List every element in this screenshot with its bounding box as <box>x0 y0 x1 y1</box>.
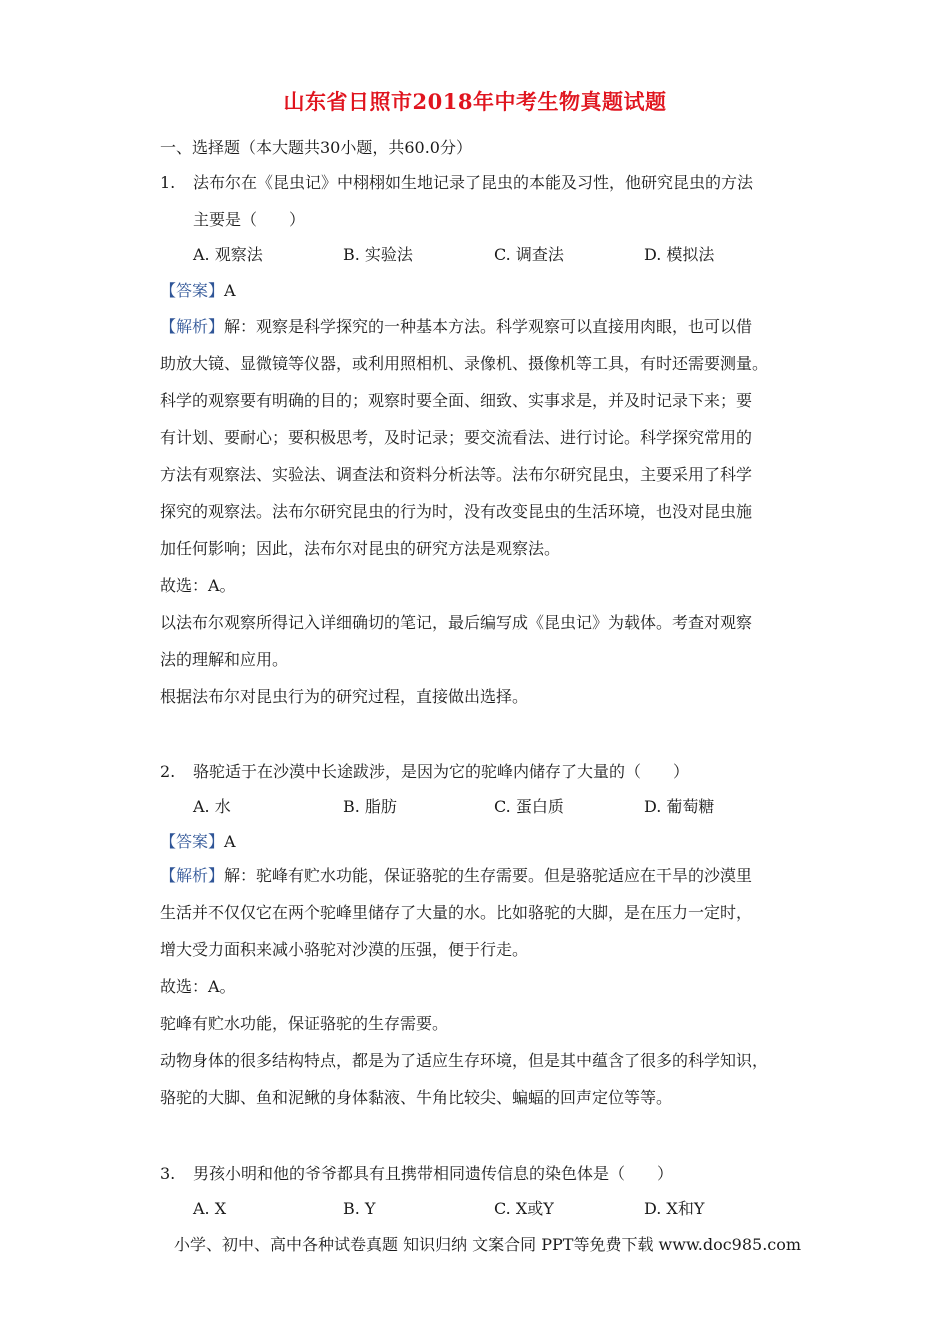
q2-option-d: D. 葡萄糖 <box>644 797 715 816</box>
answer-tag: 【答案】 <box>160 281 225 300</box>
q2-answer <box>160 832 236 852</box>
q1-choice: 故选：A。 <box>160 576 236 595</box>
q1-answer-value: A <box>224 281 236 300</box>
q2-analysis-line2: 生活并不仅仅它在两个驼峰里储存了大量的水。比如骆驼的大脚，是在压力一定时， <box>160 903 753 922</box>
q1-option-a: A. 观察法 <box>193 245 263 264</box>
q1-stem-line2: 主要是（ ） <box>193 210 306 229</box>
section-heading: 一、选择题（本大题共30小题，共60.0分） <box>160 138 472 157</box>
answer-tag: 【答案】 <box>160 832 225 851</box>
q2-analysis-text-1: 解：驼峰有贮水功能，保证骆驼的生存需要。但是骆驼适应在干旱的沙漠里 <box>224 866 753 885</box>
q1-note-line2: 法的理解和应用。 <box>160 650 289 669</box>
q3-number: 3. <box>160 1164 176 1183</box>
q1-option-d: D. 模拟法 <box>644 245 715 264</box>
q2-number: 2. <box>160 762 176 781</box>
q2-answer-value: A <box>224 832 236 851</box>
q1-analysis-line4: 有计划、要耐心；要积极思考，及时记录；要交流看法、进行讨论。科学探究常用的 <box>160 428 753 447</box>
q1-option-c: C. 调查法 <box>494 245 564 264</box>
page-title: 山东省日照市2018年中考生物真题试题 <box>283 89 667 114</box>
footer-text: 小学、初中、高中各种试卷真题 知识归纳 文案合同 PPT等免费下载 www.doc985.com <box>174 1235 802 1254</box>
q2-analysis-line1 <box>160 866 752 886</box>
q2-note-line3: 骆驼的大脚、鱼和泥鳅的身体黏液、牛角比较尖、蝙蝠的回声定位等等。 <box>160 1088 673 1107</box>
q3-option-c: C. X或Y <box>494 1199 554 1218</box>
q2-option-a: A. 水 <box>193 797 231 816</box>
q2-option-b: B. 脂肪 <box>343 797 397 816</box>
q3-option-b: B. Y <box>343 1199 376 1218</box>
analysis-tag: 【解析】 <box>160 866 225 885</box>
q1-answer <box>160 281 236 301</box>
q1-analysis-line2: 助放大镜、显微镜等仪器，或利用照相机、录像机、摄像机等工具，有时还需要测量。 <box>160 354 769 373</box>
q1-analysis-line6: 探究的观察法。法布尔研究昆虫的行为时，没有改变昆虫的生活环境，也没对昆虫施 <box>160 502 753 521</box>
analysis-tag: 【解析】 <box>160 317 225 336</box>
q3-stem: 男孩小明和他的爷爷都具有且携带相同遗传信息的染色体是（ ） <box>193 1164 674 1183</box>
q1-analysis-line1 <box>160 317 752 337</box>
q1-number: 1. <box>160 173 176 192</box>
q1-analysis-line5: 方法有观察法、实验法、调查法和资料分析法等。法布尔研究昆虫，主要采用了科学 <box>160 465 753 484</box>
q1-stem-line1: 法布尔在《昆虫记》中栩栩如生地记录了昆虫的本能及习性，他研究昆虫的方法 <box>193 173 754 192</box>
q1-note-line1: 以法布尔观察所得记入详细确切的笔记，最后编写成《昆虫记》为载体。考查对观察 <box>160 613 753 632</box>
q2-note-line2: 动物身体的很多结构特点，都是为了适应生存环境，但是其中蕴含了很多的科学知识， <box>160 1051 769 1070</box>
q2-note-line1: 驼峰有贮水功能，保证骆驼的生存需要。 <box>160 1014 449 1033</box>
q2-analysis-line3: 增大受力面积来减小骆驼对沙漠的压强，便于行走。 <box>160 940 529 959</box>
q2-choice: 故选：A。 <box>160 977 236 996</box>
q1-option-b: B. 实验法 <box>343 245 413 264</box>
q1-note-line3: 根据法布尔对昆虫行为的研究过程，直接做出选择。 <box>160 687 529 706</box>
q3-option-a: A. X <box>193 1199 227 1218</box>
q2-option-c: C. 蛋白质 <box>494 797 564 816</box>
q1-analysis-line7: 加任何影响；因此，法布尔对昆虫的研究方法是观察法。 <box>160 539 561 558</box>
q2-stem: 骆驼适于在沙漠中长途跋涉，是因为它的驼峰内储存了大量的（ ） <box>193 762 690 781</box>
q3-option-d: D. X和Y <box>644 1199 705 1218</box>
q1-analysis-line3: 科学的观察要有明确的目的；观察时要全面、细致、实事求是，并及时记录下来；要 <box>160 391 753 410</box>
q1-analysis-text-1: 解：观察是科学探究的一种基本方法。科学观察可以直接用肉眼，也可以借 <box>224 317 753 336</box>
